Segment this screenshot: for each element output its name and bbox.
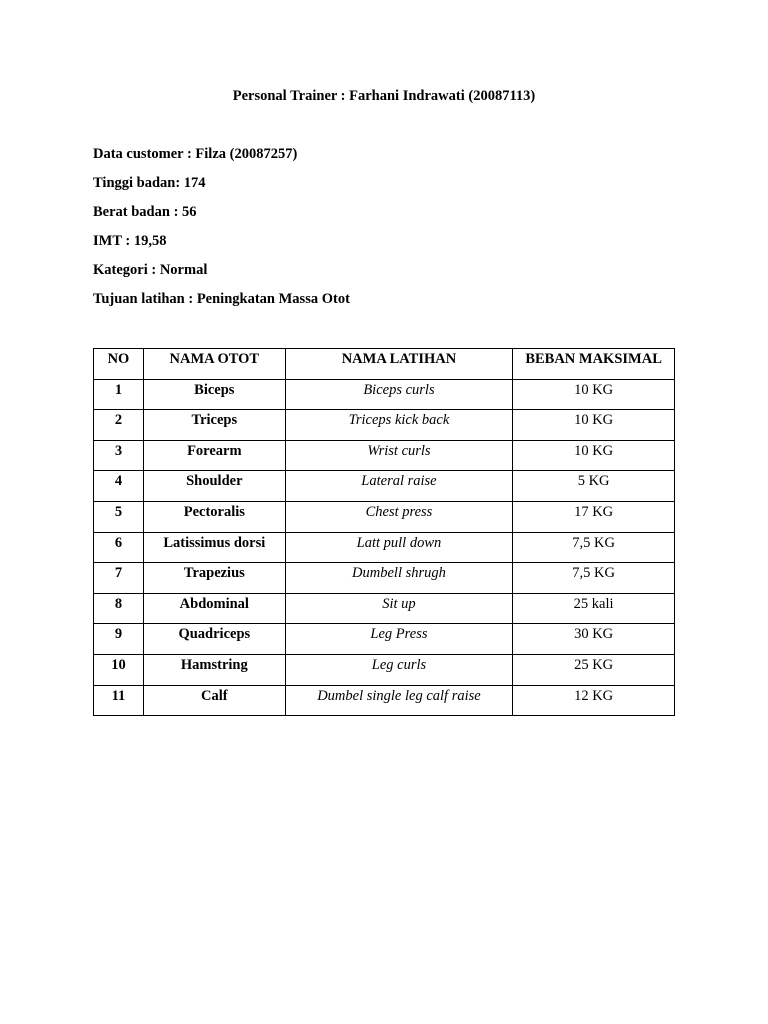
row-number: 7 — [94, 563, 144, 594]
max-load: 7,5 KG — [513, 532, 675, 563]
training-table — [93, 348, 675, 716]
table-row — [94, 440, 675, 471]
exercise-name: Lateral raise — [285, 471, 512, 502]
row-number: 10 — [94, 654, 144, 685]
table-row — [94, 379, 675, 410]
muscle-name: Triceps — [143, 410, 285, 441]
muscle-name: Hamstring — [143, 654, 285, 685]
max-load: 10 KG — [513, 379, 675, 410]
row-number: 1 — [94, 379, 144, 410]
weight-line: Berat badan : 56 — [93, 204, 197, 220]
header-muscle-name: NAMA OTOT — [143, 349, 285, 380]
page-title: Personal Trainer : Farhani Indrawati (20087113) — [232, 88, 536, 104]
training-goal-line: Tujuan latihan : Peningkatan Massa Otot — [93, 291, 350, 307]
max-load: 5 KG — [513, 471, 675, 502]
row-number: 4 — [94, 471, 144, 502]
table-row — [94, 501, 675, 532]
table-row — [94, 532, 675, 563]
table-row — [94, 563, 675, 594]
exercise-name: Sit up — [285, 593, 512, 624]
bmi-line: IMT : 19,58 — [93, 233, 167, 249]
row-number: 6 — [94, 532, 144, 563]
category-line: Kategori : Normal — [93, 262, 208, 278]
exercise-name: Dumbell shrugh — [285, 563, 512, 594]
muscle-name: Shoulder — [143, 471, 285, 502]
muscle-name: Quadriceps — [143, 624, 285, 655]
row-number: 2 — [94, 410, 144, 441]
row-number: 11 — [94, 685, 144, 716]
header-max-load: BEBAN MAKSIMAL — [513, 349, 675, 380]
max-load: 25 KG — [513, 654, 675, 685]
max-load: 10 KG — [513, 410, 675, 441]
max-load: 7,5 KG — [513, 563, 675, 594]
row-number: 8 — [94, 593, 144, 624]
height-line: Tinggi badan: 174 — [93, 175, 206, 191]
muscle-name: Trapezius — [143, 563, 285, 594]
table-row — [94, 624, 675, 655]
max-load: 25 kali — [513, 593, 675, 624]
exercise-name: Leg curls — [285, 654, 512, 685]
muscle-name: Pectoralis — [143, 501, 285, 532]
table-body — [94, 379, 675, 716]
exercise-name: Leg Press — [285, 624, 512, 655]
muscle-name: Forearm — [143, 440, 285, 471]
row-number: 3 — [94, 440, 144, 471]
table-row — [94, 654, 675, 685]
table-row — [94, 593, 675, 624]
muscle-name: Calf — [143, 685, 285, 716]
header-exercise-name: NAMA LATIHAN — [285, 349, 512, 380]
exercise-name: Dumbel single leg calf raise — [285, 685, 512, 716]
row-number: 9 — [94, 624, 144, 655]
table-row — [94, 471, 675, 502]
muscle-name: Abdominal — [143, 593, 285, 624]
table-row — [94, 410, 675, 441]
muscle-name: Latissimus dorsi — [143, 532, 285, 563]
exercise-name: Triceps kick back — [285, 410, 512, 441]
max-load: 17 KG — [513, 501, 675, 532]
row-number: 5 — [94, 501, 144, 532]
table-row — [94, 685, 675, 716]
max-load: 10 KG — [513, 440, 675, 471]
customer-data-line: Data customer : Filza (20087257) — [93, 146, 298, 162]
muscle-name: Biceps — [143, 379, 285, 410]
exercise-name: Chest press — [285, 501, 512, 532]
max-load: 30 KG — [513, 624, 675, 655]
exercise-name: Wrist curls — [285, 440, 512, 471]
exercise-name: Latt pull down — [285, 532, 512, 563]
max-load: 12 KG — [513, 685, 675, 716]
table-header-row — [94, 349, 675, 380]
exercise-name: Biceps curls — [285, 379, 512, 410]
header-no: NO — [94, 349, 144, 380]
